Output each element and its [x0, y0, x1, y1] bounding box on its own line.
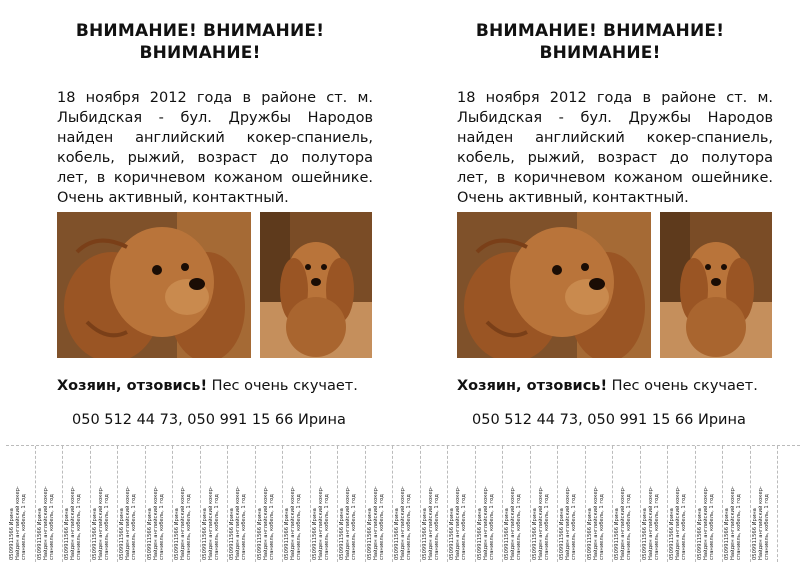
- tear-off-tab-line: спаниель, кобель, 1 год: [736, 494, 742, 560]
- tear-off-tab-line: 0509911566 Ирина: [174, 508, 180, 560]
- tear-off-tab-line: Найден английский кокер-: [482, 486, 489, 560]
- tear-off-tab-line: Найден английский кокер-: [730, 486, 736, 560]
- tear-off-tab-line: 0509911566 Ирина: [559, 508, 565, 560]
- tear-off-tab-text: [504, 448, 529, 560]
- tear-off-tab-line: спаниель, кобель, 1 год: [268, 494, 275, 560]
- tear-off-tab-line: 0509911566 Ирина: [696, 508, 703, 560]
- tear-off-tab-text: [312, 448, 337, 560]
- tear-off-tab-line: 0509911566 Ирина: [504, 508, 510, 560]
- tear-off-tab-line: спаниель, кобель, 1 год: [296, 494, 302, 560]
- flyer-appeal: [457, 376, 787, 396]
- tear-off-tab-line: Найден английский кокер-: [70, 486, 76, 560]
- tear-off-tab-line: Найден английский кокер-: [427, 486, 434, 560]
- tear-off-tab-line: Найден английский кокер-: [675, 486, 681, 560]
- tear-off-tab-text: [367, 448, 392, 560]
- tear-off-tab-text: [669, 448, 694, 560]
- tear-off-tab-line: спаниель, кобель, 1 год: [241, 494, 247, 560]
- tear-off-tab-line: 0509911566 Ирина: [64, 508, 70, 560]
- flyer-description: 18 ноября 2012 года в районе ст. м. Лыбидская - бул. Дружбы Народов найден английский кокер-спаниель, кобель, рыжий, возраст до полутора лет, в коричневом кожаном ошейнике. Очень активный, контактный.: [457, 90, 773, 206]
- tear-off-tab-line: спаниель, кобель, 1 год: [516, 494, 522, 560]
- tear-off-tab[interactable]: [696, 446, 724, 562]
- tear-off-tab-text: [559, 448, 584, 560]
- tear-off-tab-line: 0509911566 Ирина: [36, 508, 43, 560]
- tear-off-tab-line: спаниель, кобель, 1 год: [406, 494, 412, 560]
- tear-off-tab-text: [174, 448, 199, 560]
- flyer-appeal: [57, 376, 387, 396]
- tear-off-tab-line: 0509911566 Ирина: [146, 508, 153, 560]
- tear-off-tab-line: Найден английский кокер-: [537, 486, 544, 560]
- tear-off-tab-text: [532, 448, 557, 560]
- tear-off-tab-line: Найден английский кокер-: [565, 486, 571, 560]
- tear-off-tab-line: спаниель, кобель, 1 год: [213, 494, 220, 560]
- tear-off-tab-text: [64, 448, 89, 560]
- tear-off-tab[interactable]: [641, 446, 669, 562]
- tear-off-tab-text: [339, 448, 364, 560]
- tear-off-tab-line: спаниель, кобель, 1 год: [763, 494, 770, 560]
- tear-off-tab-line: 0509911566 Ирина: [394, 508, 400, 560]
- dog-photo-full: [260, 212, 372, 358]
- tear-off-tab[interactable]: [63, 446, 91, 562]
- tear-off-tab-line: 0509911566 Ирина: [449, 508, 455, 560]
- tear-off-tab[interactable]: [613, 446, 641, 562]
- tear-off-tab-line: Найден английский кокер-: [592, 486, 599, 560]
- dog-photo-closeup: [457, 212, 651, 358]
- tear-off-tab[interactable]: [338, 446, 366, 562]
- tear-off-tab[interactable]: [723, 446, 751, 562]
- tear-off-tab-line: 0509911566 Ирина: [201, 508, 208, 560]
- tear-off-tab[interactable]: [201, 446, 229, 562]
- tear-off-tab-line: спаниель, кобель, 1 год: [653, 494, 660, 560]
- tear-off-tab[interactable]: [283, 446, 311, 562]
- tear-off-tab-text: [614, 448, 639, 560]
- tear-off-tab-line: 0509911566 Ирина: [9, 508, 15, 560]
- tear-off-tab-line: Найден английский кокер-: [97, 486, 104, 560]
- tear-off-tab-line: спаниель, кобель, 1 год: [571, 494, 577, 560]
- tear-off-tab-line: спаниель, кобель, 1 год: [681, 494, 687, 560]
- appeal-bold: Хозяин, отзовись!: [457, 378, 608, 394]
- tear-off-tab-line: спаниель, кобель, 1 год: [626, 494, 632, 560]
- tear-off-tab-line: Найден английский кокер-: [455, 486, 461, 560]
- tear-off-tab-line: спаниель, кобель, 1 год: [131, 494, 137, 560]
- tear-off-tab-line: 0509911566 Ирина: [119, 508, 125, 560]
- tear-off-tab-line: 0509911566 Ирина: [669, 508, 675, 560]
- flyer-title: ВНИМАНИЕ! ВНИМАНИЕ! ВНИМАНИЕ!: [75, 21, 325, 63]
- tear-off-tab-line: Найден английский кокер-: [180, 486, 186, 560]
- dog-photo-closeup: [57, 212, 251, 358]
- tear-off-tab[interactable]: [751, 446, 779, 562]
- tear-off-tab-line: Найден английский кокер-: [345, 486, 351, 560]
- tear-off-tab-line: Найден английский кокер-: [400, 486, 406, 560]
- tear-off-tab[interactable]: [393, 446, 421, 562]
- tear-off-tab-line: Найден английский кокер-: [125, 486, 131, 560]
- tear-off-tab-line: 0509911566 Ирина: [229, 508, 235, 560]
- tear-off-tab-line: 0509911566 Ирина: [421, 508, 428, 560]
- tear-off-tab[interactable]: [118, 446, 146, 562]
- contact-phones: 050 512 44 73, 050 991 15 66 Ирина: [472, 412, 746, 428]
- tear-off-tab-text: [422, 448, 447, 560]
- tear-off-tab[interactable]: [476, 446, 504, 562]
- tear-off-tab-line: спаниель, кобель, 1 год: [21, 494, 27, 560]
- tear-off-tab-line: спаниель, кобель, 1 год: [433, 494, 440, 560]
- tear-off-tab[interactable]: [448, 446, 476, 562]
- tear-off-tab-line: Найден английский кокер-: [290, 486, 296, 560]
- tear-off-tab[interactable]: [586, 446, 614, 562]
- tear-off-tab-line: спаниель, кобель, 1 год: [323, 494, 330, 560]
- tear-off-tab[interactable]: [668, 446, 696, 562]
- tear-off-tab-text: [394, 448, 419, 560]
- tear-off-tab[interactable]: [366, 446, 394, 562]
- tear-off-tab[interactable]: [421, 446, 449, 562]
- tear-off-tab-line: спаниель, кобель, 1 год: [543, 494, 550, 560]
- tear-off-tab-line: Найден английский кокер-: [42, 486, 49, 560]
- tear-off-tab[interactable]: [311, 446, 339, 562]
- tear-off-tab-line: Найден английский кокер-: [372, 486, 379, 560]
- tear-off-tab[interactable]: [8, 446, 36, 562]
- tear-off-tab[interactable]: [173, 446, 201, 562]
- tear-off-tab-line: спаниель, кобель, 1 год: [76, 494, 82, 560]
- tear-off-tab-line: Найден английский кокер-: [207, 486, 214, 560]
- tear-off-tab-line: Найден английский кокер-: [702, 486, 709, 560]
- tear-off-tab-line: 0509911566 Ирина: [284, 508, 290, 560]
- tear-off-tab-line: Найден английский кокер-: [317, 486, 324, 560]
- tear-off-tab-line: 0509911566 Ирина: [724, 508, 730, 560]
- tear-off-tab-line: 0509911566 Ирина: [586, 508, 593, 560]
- tear-off-tab[interactable]: [531, 446, 559, 562]
- tear-off-tab-line: 0509911566 Ирина: [256, 508, 263, 560]
- tear-off-tabs: [8, 446, 800, 562]
- tear-off-tab-text: [37, 448, 62, 560]
- tear-off-tab-text: [752, 448, 777, 560]
- tear-off-tab-line: Найден английский кокер-: [152, 486, 159, 560]
- tear-off-tab-text: [92, 448, 117, 560]
- tear-off-tab-line: Найден английский кокер-: [647, 486, 654, 560]
- tear-off-tab-line: 0509911566 Ирина: [476, 508, 483, 560]
- tear-off-tab-text: [449, 448, 474, 560]
- tear-off-tab-text: [587, 448, 612, 560]
- tear-off-tab-line: Найден английский кокер-: [235, 486, 241, 560]
- tear-off-tab[interactable]: [558, 446, 586, 562]
- tear-off-tab-line: Найден английский кокер-: [510, 486, 516, 560]
- tear-off-tab[interactable]: [256, 446, 284, 562]
- tear-off-tab[interactable]: [146, 446, 174, 562]
- tear-off-tab-line: спаниель, кобель, 1 год: [378, 494, 385, 560]
- tear-off-tab-line: 0509911566 Ирина: [339, 508, 345, 560]
- tear-off-tab-text: [119, 448, 144, 560]
- tear-off-tab-line: 0509911566 Ирина: [751, 508, 758, 560]
- tear-off-tab-text: [147, 448, 172, 560]
- tear-off-tab-line: спаниель, кобель, 1 год: [461, 494, 467, 560]
- tear-off-tab-line: спаниель, кобель, 1 год: [186, 494, 192, 560]
- tear-off-tab-text: [9, 448, 34, 560]
- tear-off-tab-text: [284, 448, 309, 560]
- tear-off-tab-line: спаниель, кобель, 1 год: [351, 494, 357, 560]
- tear-off-tab-line: 0509911566 Ирина: [311, 508, 318, 560]
- tear-off-tab-line: спаниель, кобель, 1 год: [48, 494, 55, 560]
- tear-off-tab-line: 0509911566 Ирина: [531, 508, 538, 560]
- tear-off-tab-text: [202, 448, 227, 560]
- tear-off-tab-line: Найден английский кокер-: [757, 486, 764, 560]
- appeal-text: Пес очень скучает.: [207, 378, 358, 394]
- tear-off-tab-line: спаниель, кобель, 1 год: [598, 494, 605, 560]
- tear-off-tab-text: [477, 448, 502, 560]
- dog-photo-full: [660, 212, 772, 358]
- tear-off-tab-line: Найден английский кокер-: [262, 486, 269, 560]
- tear-off-tab-line: спаниель, кобель, 1 год: [158, 494, 165, 560]
- tear-off-tab-line: 0509911566 Ирина: [641, 508, 648, 560]
- flyer-description: 18 ноября 2012 года в районе ст. м. Лыбидская - бул. Дружбы Народов найден английский кокер-спаниель, кобель, рыжий, возраст до полутора лет, в коричневом кожаном ошейнике. Очень активный, контактный.: [57, 90, 373, 206]
- tear-off-tab[interactable]: [503, 446, 531, 562]
- tear-off-tab-text: [697, 448, 722, 560]
- flyer-title: ВНИМАНИЕ! ВНИМАНИЕ! ВНИМАНИЕ!: [475, 21, 725, 63]
- tear-off-tab[interactable]: [36, 446, 64, 562]
- tear-off-tab-line: 0509911566 Ирина: [366, 508, 373, 560]
- tear-off-tab-text: [229, 448, 254, 560]
- tear-off-tab-text: [724, 448, 749, 560]
- contact-phones: 050 512 44 73, 050 991 15 66 Ирина: [72, 412, 346, 428]
- tear-off-tab-line: 0509911566 Ирина: [614, 508, 620, 560]
- appeal-bold: Хозяин, отзовись!: [57, 378, 208, 394]
- tear-off-tab-line: Найден английский кокер-: [620, 486, 626, 560]
- tear-off-tab[interactable]: [228, 446, 256, 562]
- appeal-text: Пес очень скучает.: [607, 378, 758, 394]
- tear-off-tab-line: Найден английский кокер-: [15, 486, 21, 560]
- tear-off-tab-line: спаниель, кобель, 1 год: [708, 494, 715, 560]
- tear-off-tab-text: [257, 448, 282, 560]
- tear-off-tab-line: спаниель, кобель, 1 год: [488, 494, 495, 560]
- tear-off-tab[interactable]: [91, 446, 119, 562]
- tear-off-tab-text: [642, 448, 667, 560]
- tear-off-tab-line: 0509911566 Ирина: [91, 508, 98, 560]
- tear-off-tab-line: спаниель, кобель, 1 год: [103, 494, 110, 560]
